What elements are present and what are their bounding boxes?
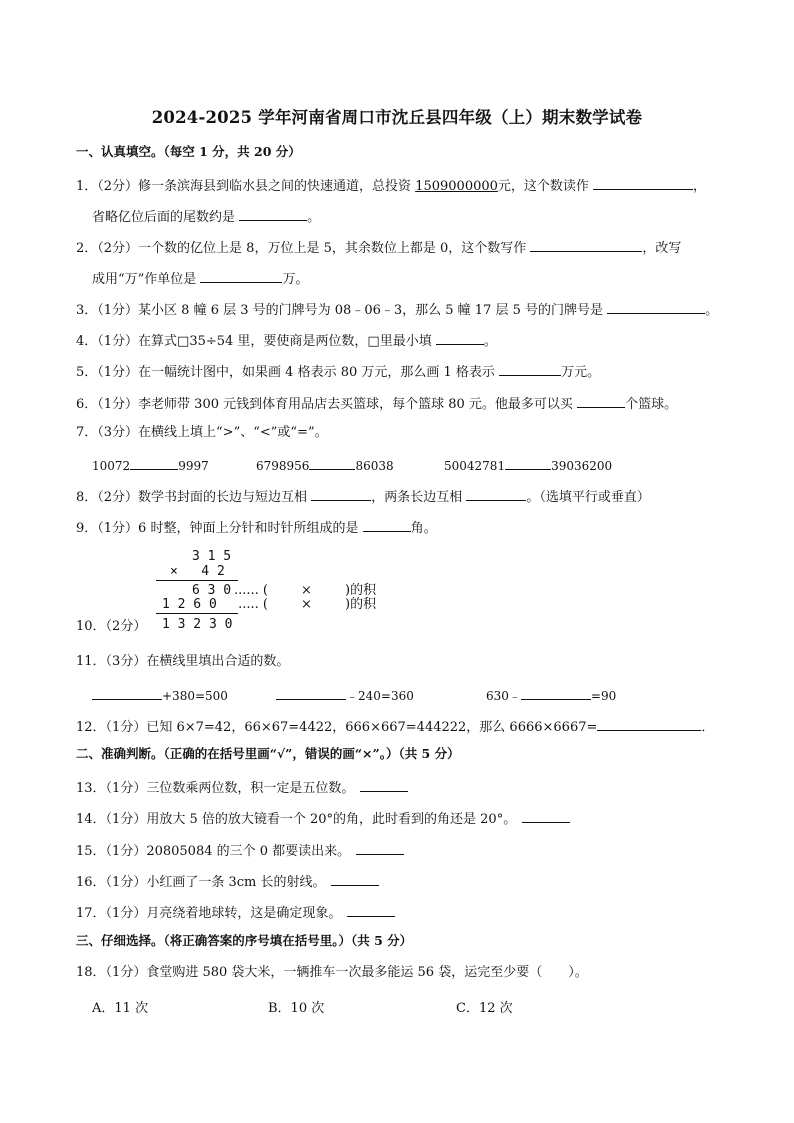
q1-blank-2[interactable] bbox=[239, 207, 307, 221]
q17-text: 17．（1分）月亮绕着地球转，这是确定现象。 bbox=[76, 906, 342, 921]
q7-2-blank[interactable] bbox=[309, 456, 355, 470]
q1-text-b: 元，这个数读作 bbox=[497, 179, 594, 194]
q10-partial-1-note: ...... ( × )的积 bbox=[234, 583, 377, 598]
q13-blank[interactable] bbox=[360, 778, 408, 792]
q12-blank[interactable] bbox=[597, 717, 701, 731]
q5-blank[interactable] bbox=[499, 362, 561, 376]
q9-text-a: 9．（1分）6 时整，钟面上分针和时针所组成的是 bbox=[76, 521, 363, 536]
q15-text: 15．（1分）20805084 的三个 0 都要读出来。 bbox=[76, 844, 351, 859]
question-7: 7．（3分）在横线上填上“>”、“<”或“=”。 bbox=[76, 425, 328, 440]
question-4 bbox=[76, 331, 497, 350]
q2-line2-b: 万。 bbox=[282, 272, 309, 287]
q14-text: 14．（1分）用放大 5 倍的放大镜看一个 20°的角，此时看到的角还是 20°。 bbox=[76, 812, 517, 827]
section-1-heading: 一、认真填空。（每空 1 分，共 20 分） bbox=[76, 144, 301, 159]
q11-eq3-text-a: 630﹣ bbox=[486, 689, 521, 703]
q15-blank[interactable] bbox=[356, 841, 404, 855]
q6-text-b: 个篮球。 bbox=[625, 397, 678, 412]
q10-vertical-multiplication bbox=[148, 548, 408, 640]
question-5 bbox=[76, 362, 600, 381]
q8-blank-1[interactable] bbox=[311, 487, 371, 501]
q1-text-c: ， bbox=[693, 179, 707, 194]
q7-3-blank[interactable] bbox=[505, 456, 551, 470]
q10-row-multiplier: × 4 2 bbox=[170, 564, 225, 579]
q8-text-b: ，两条长边互相 bbox=[371, 490, 467, 505]
question-10-label: 10．（2分） bbox=[76, 619, 147, 634]
q10-partial-2-note: ..... ( × )的积 bbox=[234, 597, 377, 612]
q7-1-right: 9997 bbox=[178, 459, 209, 473]
q1-text-a: 1．（2分）修一条滨海县到临水县之间的快速通道，总投资 bbox=[76, 179, 416, 194]
q2-blank-2[interactable] bbox=[200, 269, 282, 283]
q11-eq3-text-b: =90 bbox=[590, 689, 617, 703]
q1-line2-a: 省略亿位后面的尾数约是 bbox=[92, 210, 240, 225]
q4-blank[interactable] bbox=[436, 331, 484, 345]
q7-compare-2 bbox=[256, 456, 394, 474]
q8-text-c: 。（选填平行或垂直） bbox=[526, 490, 650, 505]
q10-row-partial-1: 6 3 0 bbox=[192, 583, 232, 598]
q3-text-a: 3．（1分）某小区 8 幢 6 层 3 号的门牌号为 08﹣06﹣3，那么 5 幢 17 层 5 号的门牌号是 bbox=[76, 303, 608, 318]
q7-2-right: 86038 bbox=[355, 459, 394, 473]
q11-eq1-text: +380=500 bbox=[162, 689, 228, 703]
q1-blank-1[interactable] bbox=[593, 176, 693, 190]
q2-text-a: 2．（2分）一个数的亿位上是 8，万位上是 5，其余数位上都是 0，这个数写作 bbox=[76, 241, 531, 256]
question-9 bbox=[76, 518, 437, 537]
q18-option-b[interactable]: B．10 次 bbox=[268, 1001, 325, 1016]
q11-eq2-text: ﹣240=360 bbox=[346, 689, 414, 703]
q9-text-b: 角。 bbox=[410, 521, 437, 536]
q11-equation-3 bbox=[486, 686, 616, 704]
q10-rule-2 bbox=[156, 613, 238, 614]
q7-compare-3 bbox=[444, 456, 612, 474]
q6-text-a: 6．（1分）李老师带 300 元钱到体育用品店去买篮球，每个篮球 80 元。他最多可以买 bbox=[76, 397, 578, 412]
question-15 bbox=[76, 841, 404, 860]
question-17 bbox=[76, 903, 395, 922]
q2-blank-1[interactable] bbox=[530, 238, 642, 252]
q5-text-b: 万元。 bbox=[561, 365, 601, 380]
question-1 bbox=[76, 176, 706, 195]
q13-text: 13．（1分）三位数乘两位数，积一定是五位数。 bbox=[76, 781, 355, 796]
section-2-heading: 二、准确判断。（正确的在括号里画“√”，错误的画“×”。）（共 5 分） bbox=[76, 746, 460, 761]
q11-blank-3[interactable] bbox=[521, 686, 591, 700]
question-13 bbox=[76, 778, 408, 797]
q10-rule-1 bbox=[156, 580, 238, 581]
q11-blank-1[interactable] bbox=[92, 686, 162, 700]
q4-text-b: 。 bbox=[483, 334, 497, 349]
question-12 bbox=[76, 717, 714, 736]
page-title: 2024-2025 学年河南省周口市沈丘县四年级（上）期末数学试卷 bbox=[151, 108, 643, 127]
q9-blank[interactable] bbox=[363, 518, 411, 532]
question-8 bbox=[76, 487, 650, 506]
q7-2-left: 6798956 bbox=[256, 459, 310, 473]
q10-row-partial-2: 1 2 6 0 bbox=[162, 597, 217, 612]
question-18: 18．（1分）食堂购进 580 袋大米，一辆推车一次最多能运 56 袋，运完至少要（ ）。 bbox=[76, 965, 588, 980]
q4-text-a: 4．（1分）在算式□35÷54 里，要使商是两位数，□里最小填 bbox=[76, 334, 436, 349]
q12-text-b: ． bbox=[701, 720, 715, 735]
q7-compare-1 bbox=[92, 456, 209, 474]
question-2 bbox=[76, 238, 681, 257]
q7-1-blank[interactable] bbox=[130, 456, 178, 470]
q1-line2-b: 。 bbox=[307, 210, 321, 225]
q18-option-a[interactable]: A．11 次 bbox=[92, 1001, 149, 1016]
q8-blank-2[interactable] bbox=[466, 487, 526, 501]
q5-text-a: 5．（1分）在一幅统计图中，如果画 4 格表示 80 万元，那么画 1 格表示 bbox=[76, 365, 500, 380]
q7-1-left: 10072 bbox=[92, 459, 131, 473]
q3-text-b: 。 bbox=[705, 303, 719, 318]
q16-text: 16．（1分）小红画了一条 3cm 长的射线。 bbox=[76, 875, 326, 890]
q11-equation-2 bbox=[276, 686, 414, 704]
q7-3-left: 50042781 bbox=[444, 459, 506, 473]
question-1-line2 bbox=[92, 207, 320, 226]
q1-amount: 1509000000 bbox=[415, 179, 498, 194]
q10-row-product: 1 3 2 3 0 bbox=[162, 617, 233, 632]
q11-equation-1 bbox=[92, 686, 228, 704]
question-14 bbox=[76, 809, 570, 828]
q14-blank[interactable] bbox=[522, 809, 570, 823]
question-3 bbox=[76, 300, 718, 319]
q12-text-a: 12．（1分）已知 6×7=42，66×67=4422，666×667=444222，那么 6666×6667= bbox=[76, 720, 598, 735]
q6-blank[interactable] bbox=[577, 394, 625, 408]
q10-row-multiplicand: 3 1 5 bbox=[192, 549, 232, 564]
question-2-line2 bbox=[92, 269, 308, 288]
q7-3-right: 39036200 bbox=[551, 459, 613, 473]
q8-text-a: 8．（2分）数学书封面的长边与短边互相 bbox=[76, 490, 312, 505]
section-3-heading: 三、仔细选择。（将正确答案的序号填在括号里。）（共 5 分） bbox=[76, 933, 413, 948]
question-16 bbox=[76, 872, 379, 891]
q2-text-b: ，改写 bbox=[642, 241, 682, 256]
q3-blank[interactable] bbox=[607, 300, 705, 314]
question-6 bbox=[76, 394, 677, 413]
q17-blank[interactable] bbox=[347, 903, 395, 917]
q18-option-c[interactable]: C．12 次 bbox=[456, 1001, 513, 1016]
q16-blank[interactable] bbox=[331, 872, 379, 886]
question-11: 11．（3分）在横线里填出合适的数。 bbox=[76, 654, 290, 669]
q11-blank-2[interactable] bbox=[276, 686, 346, 700]
q2-line2-a: 成用“万”作单位是 bbox=[92, 272, 201, 287]
